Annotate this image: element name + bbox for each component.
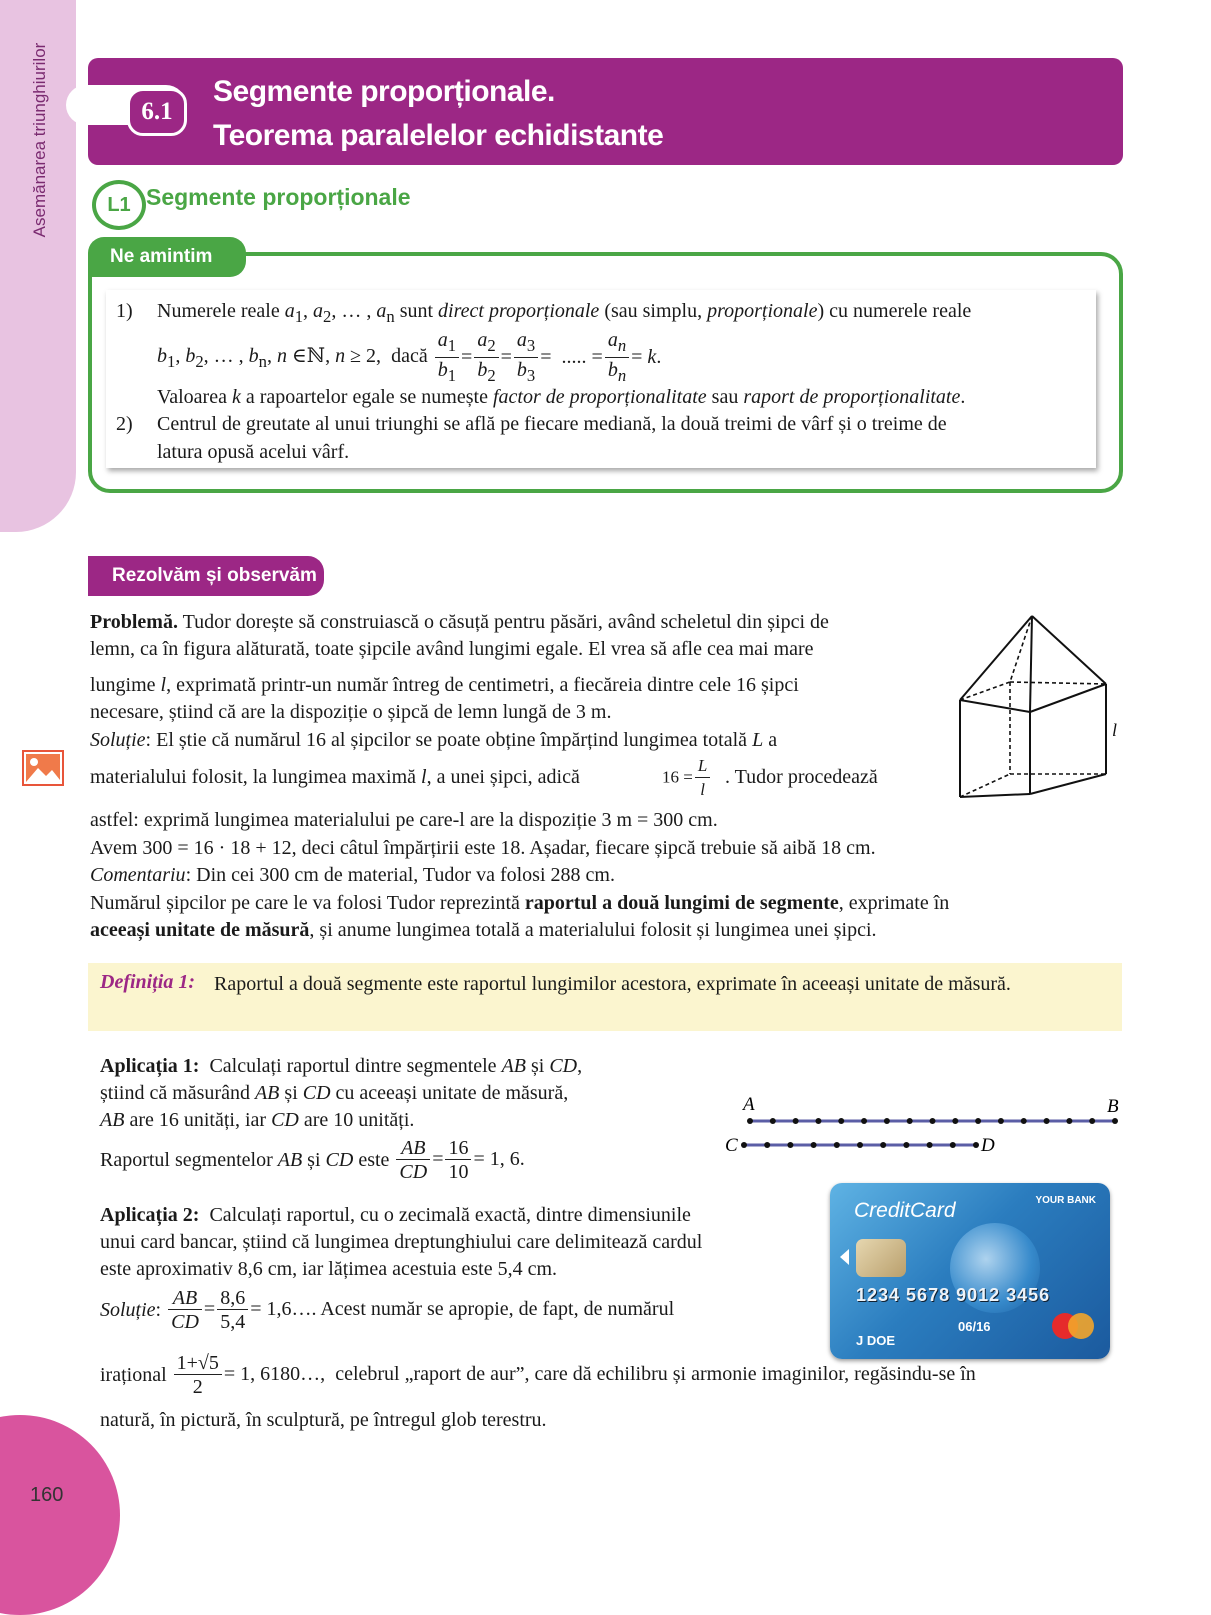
cd-unit-mark: [903, 1142, 909, 1148]
ab-unit-mark: [998, 1118, 1004, 1124]
ab-unit-mark: [793, 1118, 799, 1124]
app2-line-1: Aplicația 2: Calculați raportul, cu o zecimală exactă, dintre dimensiunile: [100, 1204, 691, 1226]
app1-line-3: AB are 16 unități, iar CD are 10 unități.: [100, 1109, 415, 1131]
cd-unit-mark: [741, 1142, 747, 1148]
ab-unit-mark: [907, 1118, 913, 1124]
segments-figure: [725, 1092, 1125, 1158]
item-1-line-3: Valoarea k a rapoartelor egale se numește factor de proporționalitate sau raport de proporționalitate.: [157, 386, 966, 408]
ab-unit-mark: [1112, 1118, 1118, 1124]
item-1-number: 1): [116, 300, 133, 322]
fraction-16-l: 16 = $\frac{L}{l}$: [662, 755, 712, 802]
summary-line-1: Numărul șipcilor pe care le va folosi Tudor reprezintă raportul a două lungimi de segmente, exprimate în: [90, 892, 950, 914]
solution-line-2-end: . Tudor procedează: [725, 766, 878, 788]
credit-card-image: [830, 1183, 1110, 1359]
solution-line-1: Soluție: El știe că numărul 16 al șipcilor se poate obține împărțind lungimea totală L a: [90, 729, 778, 751]
ab-unit-mark: [975, 1118, 981, 1124]
point-d-label: D: [981, 1135, 995, 1156]
card-brand: CreditCard: [854, 1199, 956, 1222]
card-bank: YOUR BANK: [1035, 1195, 1096, 1206]
card-number: 1234 5678 9012 3456: [856, 1285, 1051, 1305]
solution-line-4: Avem 300 = 16 · 18 + 12, deci câtul împărțirii este 18. Așadar, fiecare șipcă trebuie să aibă 18 cm.: [90, 837, 876, 859]
mastercard-orange-icon: [1068, 1313, 1094, 1339]
ab-unit-mark: [1089, 1118, 1095, 1124]
title-line-1: Segmente proporționale.: [213, 75, 555, 108]
birdhouse-figure: [950, 612, 1125, 802]
ab-unit-mark: [1066, 1118, 1072, 1124]
cd-unit-mark: [950, 1142, 956, 1148]
cd-unit-mark: [764, 1142, 770, 1148]
cd-unit-mark: [834, 1142, 840, 1148]
arrow-icon: [840, 1249, 849, 1265]
ab-unit-mark: [930, 1118, 936, 1124]
item-2-line-2: latura opusă acelui vârf.: [157, 441, 350, 463]
cd-unit-mark: [811, 1142, 817, 1148]
chapter-label: Asemănarea triunghiurilor: [30, 42, 49, 238]
ab-unit-mark: [770, 1118, 776, 1124]
corner-decoration: [0, 1415, 120, 1615]
point-b-label: B: [1107, 1096, 1119, 1117]
cd-unit-mark: [927, 1142, 933, 1148]
ab-unit-mark: [747, 1118, 753, 1124]
definition-text: Raportul a două segmente este raportul lungimilor acestora, exprimate în aceeași unitate de măsură.: [214, 973, 1011, 995]
cd-unit-mark: [857, 1142, 863, 1148]
app1-line-2: știind că măsurând AB și CD cu aceeași unitate de măsură,: [100, 1082, 569, 1104]
ab-unit-mark: [1044, 1118, 1050, 1124]
recall-tab: Ne amintim: [88, 237, 246, 277]
cd-unit-mark: [787, 1142, 793, 1148]
comment-line: Comentariu: Din cei 300 cm de material, Tudor va folosi 288 cm.: [90, 864, 615, 886]
section-number-badge: 6.1: [127, 88, 187, 136]
app1-line-1: Aplicația 1: Calculați raportul dintre segmentele AB și CD,: [100, 1055, 583, 1077]
app2-line-3: este aproximativ 8,6 cm, iar lățimea acestuia este 5,4 cm.: [100, 1258, 558, 1280]
edge-label: l: [1112, 720, 1118, 740]
solution-line-3: astfel: exprimă lungimea materialului pe care-l are la dispoziție 3 m = 300 cm.: [90, 809, 718, 831]
problem-line-2: lemn, ca în figura alăturată, toate șipcile având lungimi egale. El vrea să afle cea mai mare: [90, 638, 814, 660]
app2-line-last: natură, în pictură, în sculptură, pe întregul glob terestru.: [100, 1409, 547, 1431]
solve-tab: Rezolvăm și observăm: [88, 556, 324, 596]
item-1-line-2: $b_1$, $b_2$, … , $b_n$, n ∈ℕ, n ≥ 2, dacă $\frac{a_1}{b_1}$ = $\frac{a_2}{b_2}$ = $\frac{a_3}{b_3}$ = ..... = $\frac{a_n}{b_n}$ = k.: [157, 329, 662, 385]
problem-line-3: lungime l, exprimată printr-un număr întreg de centimetri, a fiecăreia dintre cele 16 șipci: [90, 674, 799, 696]
card-holder: J DOE: [856, 1333, 896, 1348]
app2-golden-ratio: irațional $\frac{1+√5}{2}$ = 1, 6180…, celebrul „raport de aur”, care dă echilibru și armonie imaginilor, regăsindu-se în: [100, 1352, 976, 1398]
page-number: 160: [30, 1484, 64, 1506]
page-title: [213, 70, 663, 158]
item-2-line-1: Centrul de greutate al unui triunghi se află pe fiecare mediană, la două treimi de vârf și o treime de: [157, 413, 947, 435]
app1-line-4: Raportul segmentelor AB și CD este $\frac{AB}{CD}$ = $\frac{16}{10}$ = 1, 6.: [100, 1137, 525, 1183]
item-2-number: 2): [116, 413, 133, 435]
title-line-2: Teorema paralelelor echidistante: [213, 119, 664, 152]
ab-unit-mark: [815, 1118, 821, 1124]
ab-unit-mark: [1021, 1118, 1027, 1124]
point-c-label: C: [725, 1135, 738, 1156]
card-expiry: 06/16: [958, 1319, 991, 1334]
problem-line-4: necesare, știind că are la dispoziție o șipcă de lemn lungă de 3 m.: [90, 701, 612, 723]
cd-unit-mark: [973, 1142, 979, 1148]
problem-line-1: Problemă. Tudor dorește să construiască o căsuță pentru păsări, având scheletul din șipci de: [90, 611, 829, 633]
app2-line-2: unui card bancar, știind că lungimea dreptunghiului care delimitează cardul: [100, 1231, 703, 1253]
point-a-label: A: [743, 1094, 755, 1115]
cd-unit-mark: [880, 1142, 886, 1148]
lesson-badge: L1: [92, 180, 146, 230]
ab-unit-mark: [884, 1118, 890, 1124]
image-icon[interactable]: [22, 750, 64, 786]
solution-line-2: materialului folosit, la lungimea maximă l, a unei șipci, adică: [90, 766, 580, 788]
lesson-title: Segmente proporționale: [146, 184, 411, 210]
ab-unit-mark: [952, 1118, 958, 1124]
definition-label: Definiția 1:: [100, 971, 195, 993]
chip-icon: [856, 1239, 906, 1277]
ab-unit-mark: [861, 1118, 867, 1124]
app2-solution: Soluție: $\frac{AB}{CD}$ = $\frac{8,6}{5,4}$ = 1,6…. Acest număr se apropie, de fapt, de numărul: [100, 1287, 675, 1333]
summary-line-2: aceeași unitate de măsură, și anume lungimea totală a materialului folosit și lungimea unei șipci.: [90, 919, 877, 941]
ab-unit-mark: [838, 1118, 844, 1124]
item-1-line-1: Numerele reale $a_1$, $a_2$, … , $a_n$ sunt direct proporționale (sau simplu, proporționale) cu numerele reale: [157, 300, 972, 326]
